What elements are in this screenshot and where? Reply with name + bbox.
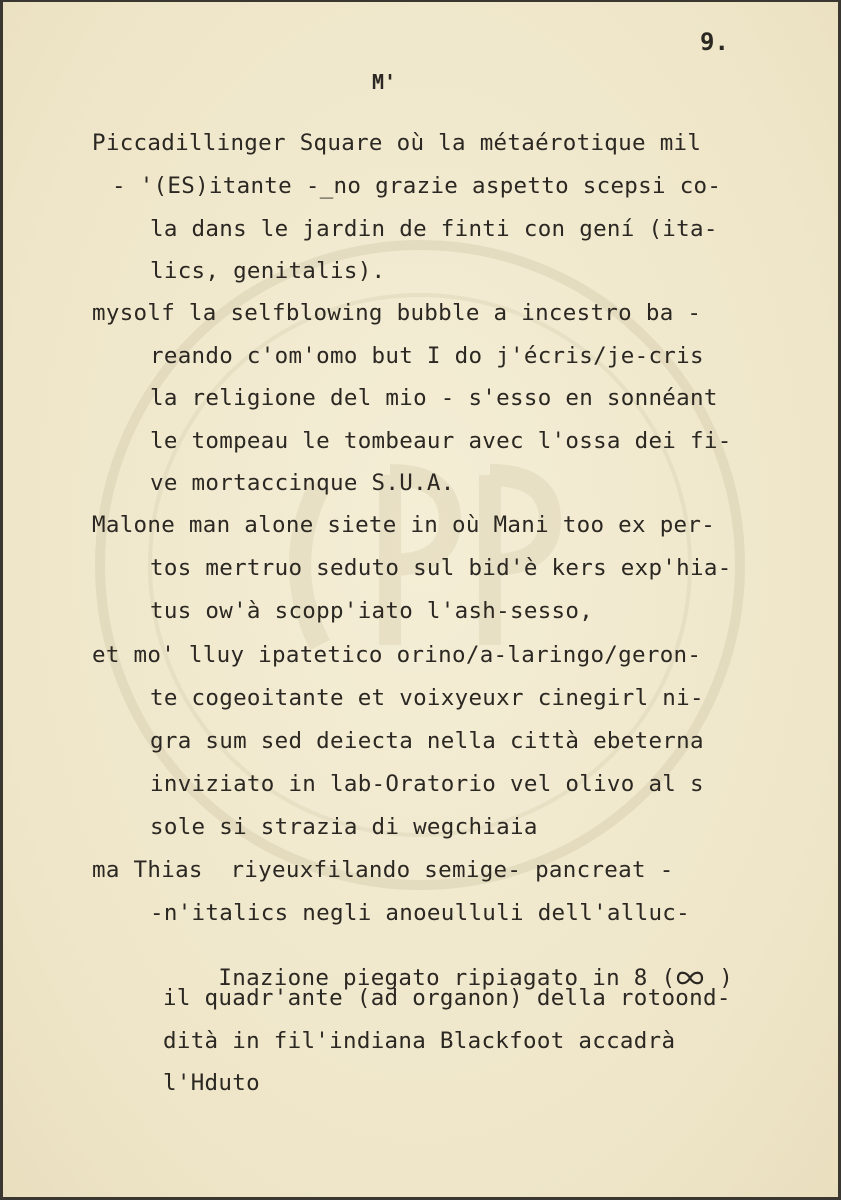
text-line: il quadr'ante (ad organon) della rotoond- [163,985,731,1011]
text-line: gra sum sed deiecta nella città ebeterna [150,728,704,754]
scan-edge-top [0,0,841,2]
text-line: la religione del mio - s'esso en sonnéant [150,385,718,411]
page-number: 9. [700,28,729,56]
text-segment: ) [719,964,734,991]
text-line: la dans le jardin de finti con gení (ita- [150,216,718,242]
text-line: ma Thias riyeuxfilando semige- pancreat - [92,857,674,883]
text-line: dità in fil'indiana Blackfoot accadrà [163,1028,676,1054]
scan-edge-left [0,0,3,1200]
text-line: -n'italics negli anoeulluli dell'alluc- [150,900,690,926]
text-line: te cogeoitante et voixyeuxr cinegirl ni- [150,685,704,711]
text-line: inviziato in lab-Oratorio vel olivo al s [150,771,704,797]
text-line: Piccadillinger Square où la métaérotique mil [92,130,702,156]
page-heading: M' [372,70,397,94]
text-line: tus ow'à scopp'iato l'ash-sesso, [150,598,594,624]
text-line: Malone man alone siete in où Mani too ex per- [92,512,716,538]
text-line: ve mortaccinque S.U.A. [150,470,455,496]
text-line: tos mertruo seduto sul bid'è kers exp'hia- [150,555,732,581]
text-line: - '(ES)itante -_no grazie aspetto scepsi co- [112,173,722,199]
text-line: le tompeau le tombeaur avec l'ossa dei fi- [150,428,732,454]
text-line: et mo' lluy ipatetico orino/a-laringo/geron- [92,642,702,668]
text-line: lics, genitalis). [150,258,386,284]
text-segment: Inazione piegato ripiagato in 8 ( [218,964,676,991]
text-line: mysolf la selfblowing bubble a incestro ba - [92,300,702,326]
text-line: reando c'om'omo but I do j'écris/je-cris [150,343,704,369]
text-line: sole si strazia di wegchiaia [150,814,538,840]
text-line: l'Hduto [163,1070,260,1096]
